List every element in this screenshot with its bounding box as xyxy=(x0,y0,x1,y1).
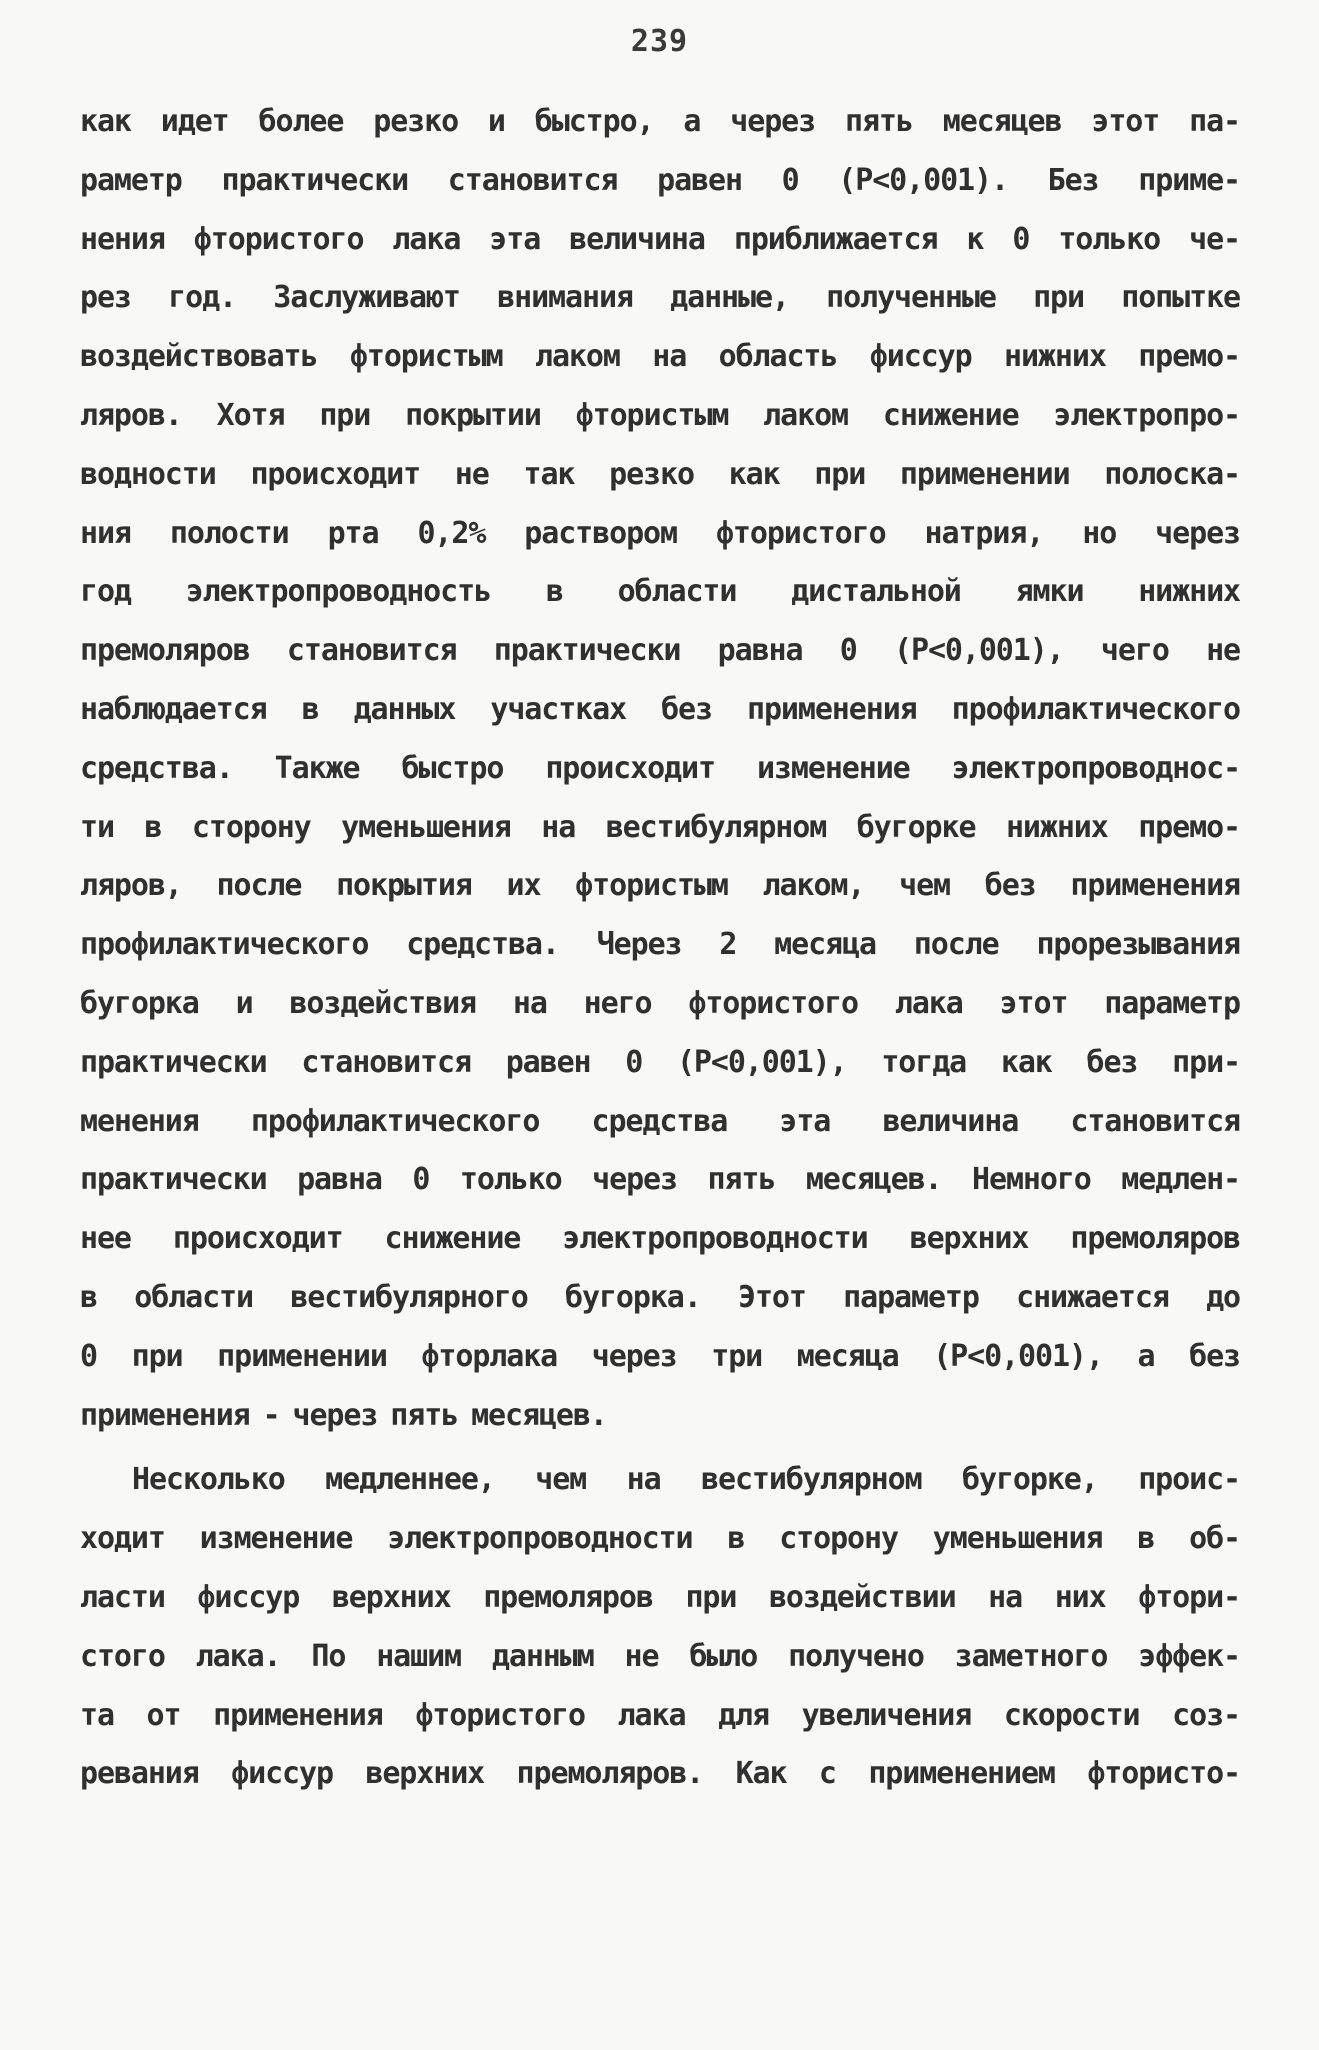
text-line: воздействовать фтористым лаком на область фиссур нижних премо- xyxy=(80,339,1240,375)
text-line: ния полости рта 0,2% раствором фтористого натрия, но через xyxy=(80,515,1240,551)
page-number: 239 xyxy=(630,24,689,59)
text-line: практически становится равен 0 (P<0,001), тогда как без при- xyxy=(80,1044,1240,1080)
text-line: 0 при применении фторлака через три месяца (P<0,001), а без xyxy=(80,1338,1240,1374)
text-line: практически равна 0 только через пять месяцев. Немного медлен- xyxy=(80,1162,1240,1198)
text-line: бугорка и воздействия на него фтористого лака этот параметр xyxy=(80,985,1240,1021)
text-line: в области вестибулярного бугорка. Этот параметр снижается до xyxy=(80,1279,1240,1315)
text-line: ревания фиссур верхних премоляров. Как с применением фтористо- xyxy=(80,1756,1240,1792)
text-line: ляров, после покрытия их фтористым лаком, чем без применения xyxy=(80,868,1240,904)
text-line: премоляров становится практически равна 0 (P<0,001), чего не xyxy=(80,633,1240,669)
text-line: профилактического средства. Через 2 месяца после прорезывания xyxy=(80,927,1240,963)
text-line: та от применения фтористого лака для увеличения скорости соз- xyxy=(80,1697,1240,1733)
text-line: нения фтористого лака эта величина приближается к 0 только че- xyxy=(80,221,1240,257)
text-line: применения - через пять месяцев. xyxy=(80,1397,607,1433)
text-line: Несколько медленнее, чем на вестибулярном бугорке, проис- xyxy=(132,1462,1240,1498)
text-line: водности происходит не так резко как при применении полоска- xyxy=(80,456,1240,492)
text-line: год электропроводность в области дистальной ямки нижних xyxy=(80,574,1240,610)
text-line: ти в сторону уменьшения на вестибулярном бугорке нижних премо- xyxy=(80,809,1240,845)
text-line: ласти фиссур верхних премоляров при воздействии на них фтори- xyxy=(80,1579,1240,1615)
text-line: ляров. Хотя при покрытии фтористым лаком снижение электропро- xyxy=(80,397,1240,433)
body-text xyxy=(80,93,1240,1804)
text-line: стого лака. По нашим данным не было получено заметного эффек- xyxy=(80,1638,1240,1674)
text-line: раметр практически становится равен 0 (P<0,001). Без приме- xyxy=(80,162,1240,198)
text-line: наблюдается в данных участках без применения профилактического xyxy=(80,691,1240,727)
text-line: рез год. Заслуживают внимания данные, полученные при попытке xyxy=(80,280,1240,316)
paragraph-2 xyxy=(80,1451,1240,1804)
text-line: менения профилактического средства эта величина становится xyxy=(80,1103,1240,1139)
text-line: как идет более резко и быстро, а через пять месяцев этот па- xyxy=(80,104,1240,139)
text-line: ходит изменение электропроводности в сторону уменьшения в об- xyxy=(80,1521,1240,1557)
text-line: средства. Также быстро происходит изменение электропроводнос- xyxy=(80,750,1240,786)
text-line: нее происходит снижение электропроводности верхних премоляров xyxy=(80,1221,1240,1257)
paragraph-1 xyxy=(80,93,1240,1445)
